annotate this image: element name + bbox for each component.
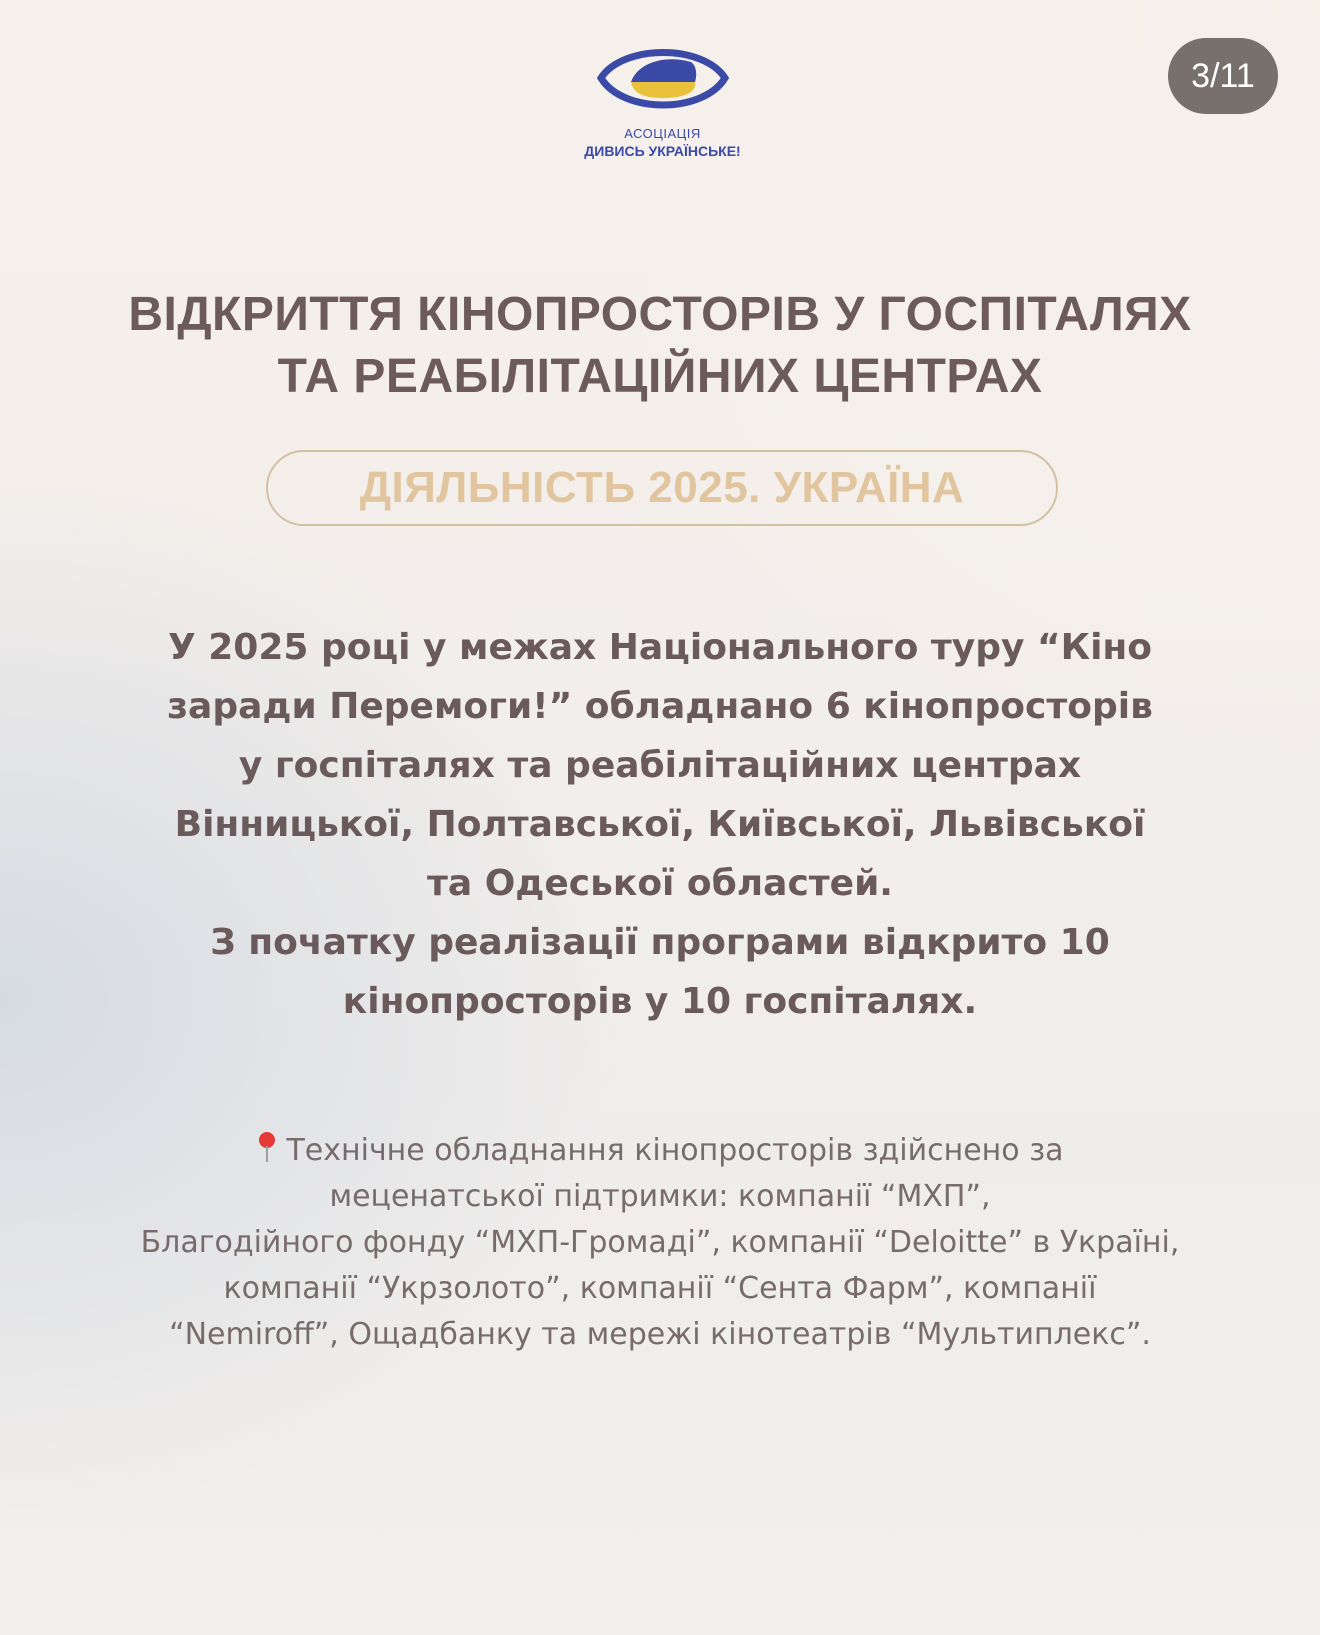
note-line (70, 1128, 1250, 1174)
logo-text-name: ДИВИСЬ УКРАЇНСЬКЕ! (584, 143, 741, 159)
paragraph-line: у госпіталях та реабілітаційних центрах (238, 745, 1082, 786)
page-indicator-badge: 3/11 (1168, 38, 1278, 114)
page-title (30, 284, 1290, 408)
note-line-text: Технічне обладнання кінопросторів здійснено за (286, 1133, 1064, 1168)
title-line: ВІДКРИТТЯ КІНОПРОСТОРІВ У ГОСПІТАЛЯХ (128, 288, 1192, 341)
paragraph-line: та Одеської областей. (427, 863, 893, 904)
activity-pill: ДІЯЛЬНІСТЬ 2025. УКРАЇНА (266, 450, 1058, 526)
note-line: Благодійного фонду “МХП-Громаді”, компанії “Deloitte” в Україні, (140, 1225, 1180, 1260)
association-logo (584, 36, 741, 166)
paragraph-line: кінопросторів у 10 госпіталях. (342, 981, 978, 1022)
paragraph-line: У 2025 році у межах Національного туру “Кіно (167, 627, 1153, 668)
eye-logo-icon (593, 36, 733, 122)
main-paragraph (70, 618, 1250, 1031)
note-line: меценатської підтримки: компанії “МХП”, (329, 1179, 991, 1214)
title-line: ТА РЕАБІЛІТАЦІЙНИХ ЦЕНТРАХ (277, 350, 1043, 403)
paragraph-line: З початку реалізації програми відкрито 10 (210, 922, 1110, 963)
paragraph-line: заради Перемоги!” обладнано 6 кінопросторів (167, 686, 1153, 727)
pin-icon (256, 1130, 278, 1164)
note-line: “Nemiroff”, Ощадбанку та мережі кінотеатрів “Мультиплекс”. (169, 1317, 1151, 1352)
logo-text-association: АСОЦІАЦІЯ (624, 126, 701, 141)
note-line: компанії “Укрзолото”, компанії “Сента Фарм”, компанії (223, 1271, 1097, 1306)
sponsors-note (70, 1128, 1250, 1358)
paragraph-line: Вінницької, Полтавської, Київської, Львівської (174, 804, 1146, 845)
